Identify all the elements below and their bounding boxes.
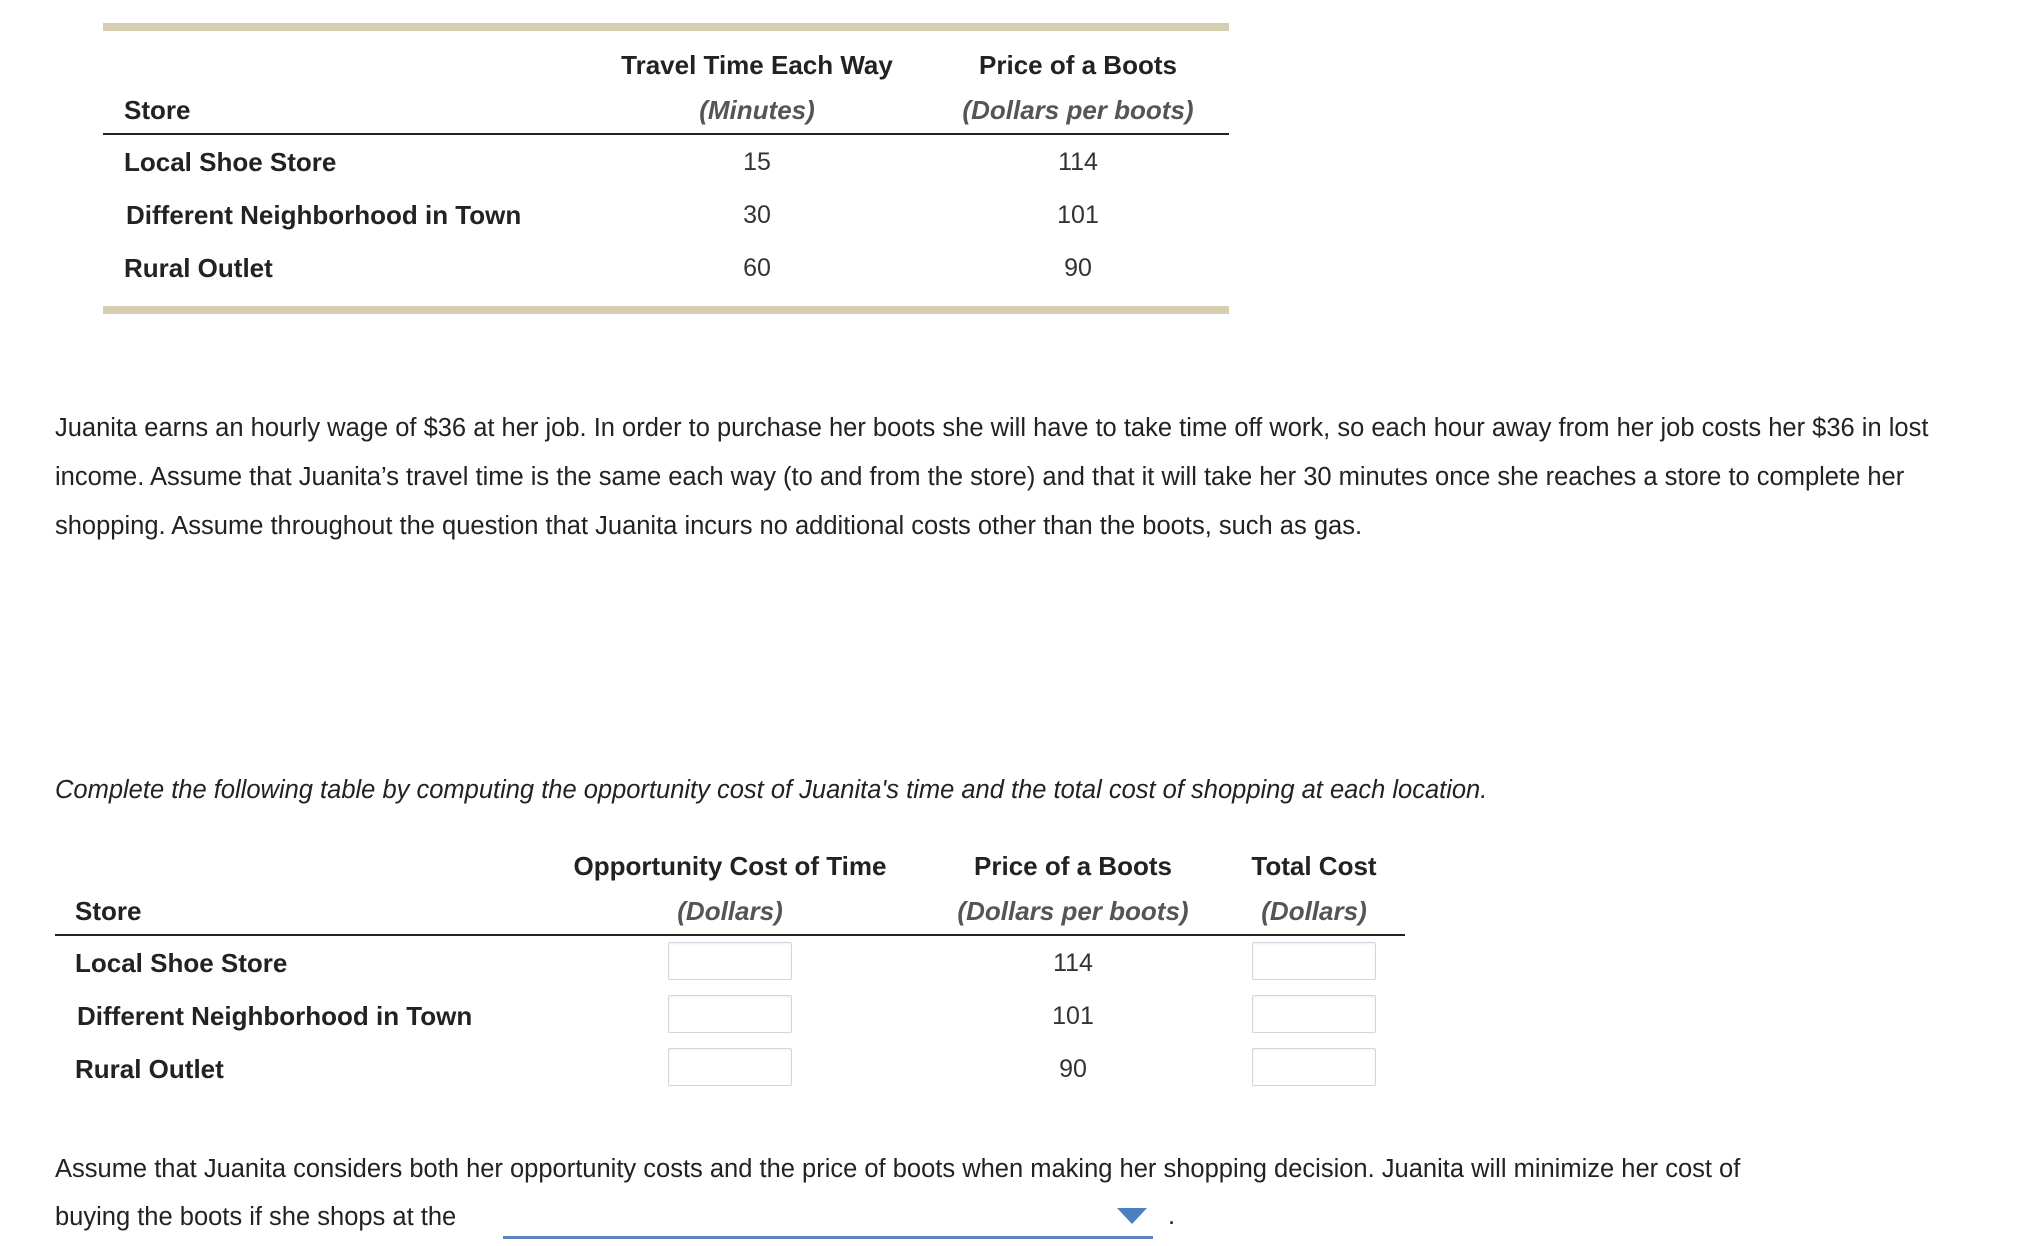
table1-header-store: Store: [124, 95, 191, 125]
table2-header-opportunity: Opportunity Cost of Time: [573, 851, 887, 881]
table2-header-total: Total Cost: [1251, 851, 1377, 881]
table2-header-store: Store: [75, 896, 142, 926]
table1-row-price: 101: [1057, 201, 1099, 229]
table2-row-price: 101: [1052, 1002, 1094, 1030]
opportunity-cost-input[interactable]: [668, 1048, 792, 1086]
table1-row-store: Different Neighborhood in Town: [126, 200, 522, 230]
table1-row-travel: 30: [743, 201, 771, 229]
chevron-down-icon[interactable]: [1117, 1208, 1147, 1224]
total-cost-input[interactable]: [1252, 942, 1376, 980]
table1-header-price: Price of a Boots: [979, 50, 1177, 80]
total-cost-input[interactable]: [1252, 1048, 1376, 1086]
table1-row-travel: 15: [743, 148, 771, 176]
store-choice-dropdown[interactable]: [503, 1200, 1153, 1239]
table2-header-total-unit: (Dollars): [1261, 896, 1367, 926]
table1-row-price: 114: [1058, 148, 1098, 176]
table1-top-border: [103, 23, 1229, 31]
table1-row-price: 90: [1064, 254, 1092, 282]
table1-bottom-border: [103, 306, 1229, 314]
table1-header-price-unit: (Dollars per boots): [962, 95, 1194, 125]
opportunity-cost-input[interactable]: [668, 995, 792, 1033]
instruction-text: Complete the following table by computing the opportunity cost of Juanita's time and the total cost of shopping at each location.: [55, 776, 1488, 804]
total-cost-input[interactable]: [1252, 995, 1376, 1033]
table2-row-price: 90: [1059, 1055, 1087, 1083]
sentence-period: .: [1168, 1202, 1176, 1230]
table2-header-rule: [55, 934, 1405, 936]
table1-row-travel: 60: [743, 254, 771, 282]
table1-row-store: Rural Outlet: [124, 253, 273, 283]
table1-row-store: Local Shoe Store: [124, 147, 337, 177]
table2-row-store: Rural Outlet: [75, 1054, 224, 1084]
table2-row-price: 114: [1053, 949, 1093, 977]
table1-header-rule: [103, 133, 1229, 135]
table2-header-price: Price of a Boots: [974, 851, 1172, 881]
question-line-1: Assume that Juanita considers both her opportunity costs and the price of boots when making her shopping decision. Juanita will minimize her cost of: [55, 1155, 1741, 1183]
table2-header-price-unit: (Dollars per boots): [957, 896, 1189, 926]
table2-row-store: Different Neighborhood in Town: [77, 1001, 473, 1031]
table2-header-opportunity-unit: (Dollars): [677, 896, 783, 926]
table2-row-store: Local Shoe Store: [75, 948, 288, 978]
table1-header-travel: Travel Time Each Way: [621, 50, 893, 80]
question-line-2: buying the boots if she shops at the: [55, 1203, 457, 1231]
problem-paragraph: Juanita earns an hourly wage of $36 at her job. In order to purchase her boots she will have to take time off work, so each hour away from her job costs her $36 in lost income. Assume that Juanita’s travel time is the same each way (to and from the store) and that it will take her 30 minutes once she reaches a store to complete her shopping. Assume throughout the question that Juanita incurs no additional costs other than the boots, such as gas.: [55, 414, 1929, 540]
table1-header-travel-unit: (Minutes): [699, 95, 815, 125]
opportunity-cost-input[interactable]: [668, 942, 792, 980]
